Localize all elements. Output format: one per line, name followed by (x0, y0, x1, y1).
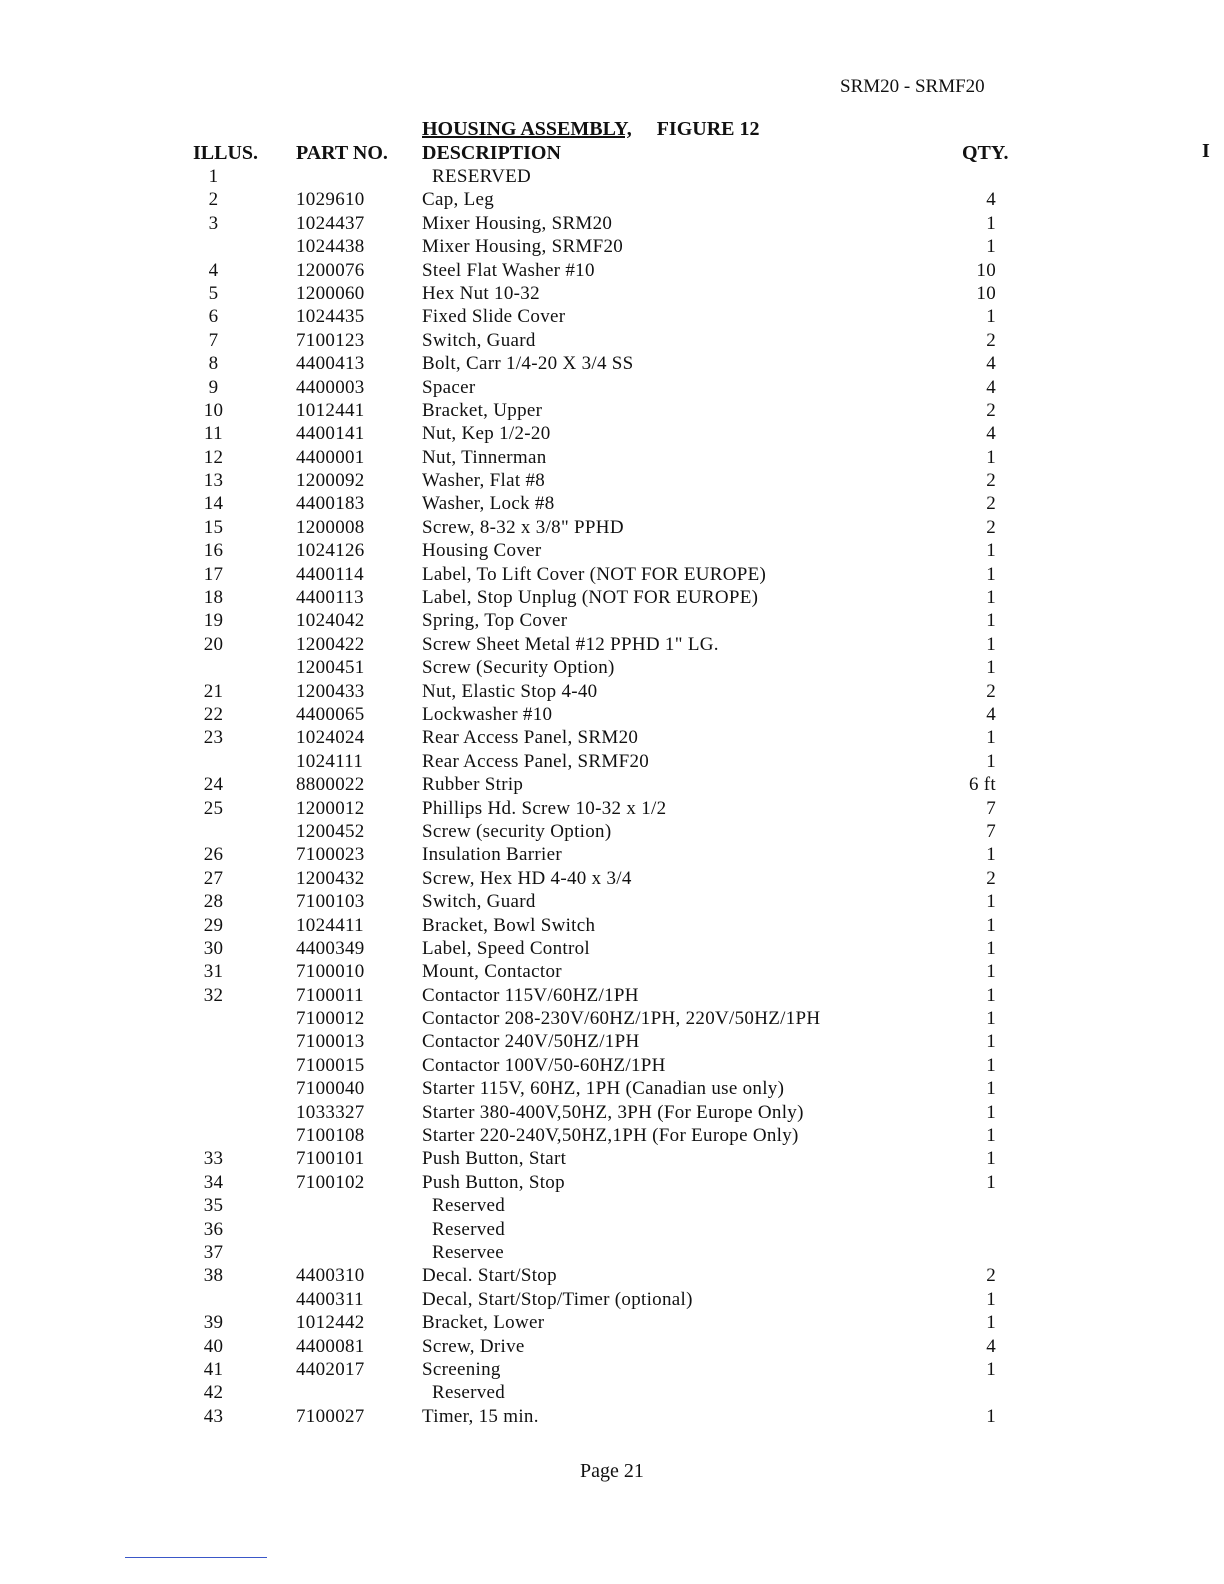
part-no-cell: 7100013 (296, 1031, 365, 1053)
description-cell: Push Button, Start (422, 1148, 567, 1170)
table-row (190, 1381, 1020, 1404)
part-no-cell: 4400001 (296, 446, 365, 468)
description-cell: Bracket, Bowl Switch (422, 914, 596, 936)
description-cell: Washer, Lock #8 (422, 493, 555, 515)
qty-cell: 2 (986, 399, 996, 421)
illus-cell: 20 (203, 633, 224, 655)
description-cell: Mount, Contactor (422, 961, 562, 983)
qty-cell: 2 (986, 493, 996, 515)
qty-cell: 1 (986, 610, 996, 632)
description-cell: Bracket, Upper (422, 399, 543, 421)
table-row (190, 820, 1020, 843)
part-no-cell: 1012441 (296, 399, 365, 421)
part-no-cell: 7100015 (296, 1054, 365, 1076)
description-cell: Screw, Hex HD 4-40 x 3/4 (422, 867, 632, 889)
qty-cell: 7 (986, 820, 996, 842)
qty-cell: 2 (986, 329, 996, 351)
illus-cell: 31 (203, 961, 224, 983)
illus-cell: 3 (208, 212, 219, 234)
column-header-qty: QTY. (962, 142, 1009, 164)
table-row (190, 1335, 1020, 1358)
table-row (190, 282, 1020, 305)
description-cell: Starter 380-400V,50HZ, 3PH (For Europe Only) (422, 1101, 804, 1123)
description-cell: Label, Speed Control (422, 937, 590, 959)
qty-cell: 4 (986, 1335, 996, 1357)
table-row (190, 235, 1020, 258)
table-row (190, 867, 1020, 890)
part-no-cell: 1200433 (296, 680, 365, 702)
illus-cell: 36 (203, 1218, 224, 1240)
table-row (190, 750, 1020, 773)
description-cell: Rear Access Panel, SRMF20 (422, 750, 650, 772)
illus-cell: 17 (203, 563, 224, 585)
description-cell: Fixed Slide Cover (422, 306, 566, 328)
description-cell: Decal. Start/Stop (422, 1265, 557, 1287)
table-row (190, 305, 1020, 328)
part-no-cell: 1024437 (296, 212, 365, 234)
description-cell: Starter 220-240V,50HZ,1PH (For Europe Only) (422, 1125, 799, 1147)
part-no-cell: 1200076 (296, 259, 365, 281)
qty-cell: 1 (986, 236, 996, 258)
qty-cell: 4 (986, 189, 996, 211)
table-row (190, 703, 1020, 726)
qty-cell: 1 (986, 446, 996, 468)
description-cell: Timer, 15 min. (422, 1405, 539, 1427)
part-no-cell: 1200060 (296, 282, 365, 304)
part-no-cell: 1200008 (296, 516, 365, 538)
illus-cell: 35 (203, 1195, 224, 1217)
qty-cell: 1 (986, 984, 996, 1006)
table-row (190, 376, 1020, 399)
qty-cell: 1 (986, 1405, 996, 1427)
illus-cell: 19 (203, 610, 224, 632)
description-cell: Reserved (432, 1382, 506, 1404)
qty-cell: 1 (986, 587, 996, 609)
part-no-cell: 7100103 (296, 891, 365, 913)
part-no-cell: 4400003 (296, 376, 365, 398)
description-cell: Steel Flat Washer #10 (422, 259, 595, 281)
qty-cell: 6 ft (968, 774, 996, 796)
illus-cell: 8 (208, 353, 219, 375)
part-no-cell: 1200452 (296, 820, 365, 842)
description-cell: Mixer Housing, SRMF20 (422, 236, 624, 258)
table-row (190, 188, 1020, 211)
illus-cell: 7 (208, 329, 219, 351)
illus-cell: 22 (203, 703, 224, 725)
qty-cell: 2 (986, 1265, 996, 1287)
description-cell: Reserved (432, 1218, 506, 1240)
description-cell: Bolt, Carr 1/4-20 X 3/4 SS (422, 353, 634, 375)
table-row (190, 1241, 1020, 1264)
qty-cell: 1 (986, 937, 996, 959)
table-row (190, 797, 1020, 820)
description-cell: Screw, 8-32 x 3/8" PPHD (422, 516, 624, 538)
description-cell: Decal, Start/Stop/Timer (optional) (422, 1288, 693, 1310)
part-no-cell: 1024126 (296, 540, 365, 562)
qty-cell: 1 (986, 1008, 996, 1030)
description-cell: Label, Stop Unplug (NOT FOR EUROPE) (422, 587, 759, 609)
qty-cell: 1 (986, 1031, 996, 1053)
title-main: HOUSING ASSEMBLY, (422, 118, 632, 140)
illus-cell: 13 (203, 470, 224, 492)
qty-cell: 1 (986, 914, 996, 936)
part-no-cell: 7100101 (296, 1148, 365, 1170)
table-row (190, 563, 1020, 586)
illus-cell: 16 (203, 540, 224, 562)
illus-cell: 14 (203, 493, 224, 515)
description-cell: Contactor 100V/50-60HZ/1PH (422, 1054, 666, 1076)
illus-cell: 25 (203, 797, 224, 819)
part-no-cell: 1200451 (296, 657, 365, 679)
column-header-part-no: PART NO. (296, 142, 388, 164)
qty-cell: 10 (976, 259, 996, 281)
qty-cell: 4 (986, 423, 996, 445)
description-cell: Push Button, Stop (422, 1171, 565, 1193)
table-row (190, 1054, 1020, 1077)
description-cell: Spacer (422, 376, 476, 398)
illus-cell: 41 (203, 1358, 224, 1380)
column-header-illus: ILLUS. (193, 142, 259, 164)
illus-cell: 9 (208, 376, 219, 398)
qty-cell: 7 (986, 797, 996, 819)
table-row (190, 1405, 1020, 1428)
description-cell: Screw, Drive (422, 1335, 525, 1357)
illus-cell: 42 (203, 1382, 224, 1404)
table-row (190, 1218, 1020, 1241)
qty-cell: 1 (986, 1358, 996, 1380)
qty-cell: 1 (986, 750, 996, 772)
description-cell: Bracket, Lower (422, 1312, 545, 1334)
part-no-cell: 1024411 (296, 914, 364, 936)
illus-cell: 43 (203, 1405, 224, 1427)
part-no-cell: 7100027 (296, 1405, 365, 1427)
illus-cell: 5 (208, 282, 219, 304)
qty-cell: 1 (986, 1288, 996, 1310)
table-row (190, 960, 1020, 983)
table-row (190, 1311, 1020, 1334)
qty-cell: 4 (986, 353, 996, 375)
table-row (190, 1124, 1020, 1147)
description-cell: Rear Access Panel, SRM20 (422, 727, 639, 749)
part-no-cell: 1012442 (296, 1312, 365, 1334)
description-cell: Rubber Strip (422, 774, 524, 796)
description-cell: Nut, Kep 1/2-20 (422, 423, 551, 445)
part-no-cell: 1024438 (296, 236, 365, 258)
qty-cell: 1 (986, 1312, 996, 1334)
table-row (190, 1077, 1020, 1100)
qty-cell: 2 (986, 516, 996, 538)
table-row (190, 914, 1020, 937)
illus-cell: 37 (203, 1241, 224, 1263)
description-cell: Reservee (432, 1241, 505, 1263)
table-row (190, 1007, 1020, 1030)
description-cell: Label, To Lift Cover (NOT FOR EUROPE) (422, 563, 767, 585)
table-row (190, 165, 1020, 188)
illus-cell: 38 (203, 1265, 224, 1287)
illus-cell: 32 (203, 984, 224, 1006)
table-row (190, 516, 1020, 539)
part-no-cell: 4400310 (296, 1265, 365, 1287)
description-cell: Starter 115V, 60HZ, 1PH (Canadian use only) (422, 1078, 785, 1100)
description-cell: Insulation Barrier (422, 844, 562, 866)
illus-cell: 12 (203, 446, 224, 468)
qty-cell: 2 (986, 867, 996, 889)
part-no-cell: 7100102 (296, 1171, 365, 1193)
table-row (190, 1194, 1020, 1217)
table-row (190, 1101, 1020, 1124)
description-cell: Washer, Flat #8 (422, 470, 546, 492)
illus-cell: 2 (208, 189, 219, 211)
illus-cell: 26 (203, 844, 224, 866)
table-row (190, 422, 1020, 445)
qty-cell: 2 (986, 680, 996, 702)
qty-cell: 1 (986, 1125, 996, 1147)
table-row (190, 773, 1020, 796)
table-row (190, 843, 1020, 866)
description-cell: Reserved (432, 1195, 506, 1217)
description-cell: Cap, Leg (422, 189, 495, 211)
qty-cell: 1 (986, 844, 996, 866)
part-no-cell: 7100023 (296, 844, 365, 866)
part-no-cell: 1033327 (296, 1101, 365, 1123)
qty-cell: 1 (986, 1148, 996, 1170)
part-no-cell: 7100011 (296, 984, 364, 1006)
illus-cell: 39 (203, 1312, 224, 1334)
description-cell: Phillips Hd. Screw 10-32 x 1/2 (422, 797, 667, 819)
qty-cell: 1 (986, 727, 996, 749)
part-no-cell: 7100108 (296, 1125, 365, 1147)
table-row (190, 937, 1020, 960)
table-row (190, 329, 1020, 352)
description-cell: Switch, Guard (422, 891, 536, 913)
table-row (190, 492, 1020, 515)
column-header-description: DESCRIPTION (422, 142, 561, 164)
qty-cell: 1 (986, 563, 996, 585)
table-row (190, 633, 1020, 656)
illus-cell: 18 (203, 587, 224, 609)
qty-cell: 4 (986, 703, 996, 725)
table-row (190, 259, 1020, 282)
part-no-cell: 4400183 (296, 493, 365, 515)
illus-cell: 4 (208, 259, 219, 281)
description-cell: Switch, Guard (422, 329, 536, 351)
part-no-cell: 4400349 (296, 937, 365, 959)
qty-cell: 1 (986, 633, 996, 655)
description-cell: Housing Cover (422, 540, 542, 562)
description-cell: Screw Sheet Metal #12 PPHD 1" LG. (422, 633, 719, 655)
table-row (190, 656, 1020, 679)
part-no-cell: 4400311 (296, 1288, 364, 1310)
model-header: SRM20 - SRMF20 (840, 76, 985, 97)
table-row (190, 890, 1020, 913)
table-row (190, 1358, 1020, 1381)
part-no-cell: 4400081 (296, 1335, 365, 1357)
description-cell: Spring, Top Cover (422, 610, 568, 632)
description-cell: Screw (Security Option) (422, 657, 615, 679)
table-row (190, 1147, 1020, 1170)
table-row (190, 469, 1020, 492)
description-cell: Hex Nut 10-32 (422, 282, 540, 304)
qty-cell: 1 (986, 961, 996, 983)
table-row (190, 586, 1020, 609)
illus-cell: 6 (208, 306, 219, 328)
part-no-cell: 7100040 (296, 1078, 365, 1100)
table-row (190, 1264, 1020, 1287)
description-cell: RESERVED (432, 166, 532, 187)
qty-cell: 1 (986, 540, 996, 562)
illus-cell: 15 (203, 516, 224, 538)
description-cell: Contactor 240V/50HZ/1PH (422, 1031, 640, 1053)
qty-cell: 1 (986, 306, 996, 328)
part-no-cell: 1200432 (296, 867, 365, 889)
table-row (190, 609, 1020, 632)
description-cell: Contactor 208-230V/60HZ/1PH, 220V/50HZ/1PH (422, 1008, 821, 1030)
description-cell: Mixer Housing, SRM20 (422, 212, 613, 234)
table-row (190, 539, 1020, 562)
part-no-cell: 4400065 (296, 703, 365, 725)
illus-cell: 10 (203, 399, 224, 421)
table-row (190, 726, 1020, 749)
description-cell: Contactor 115V/60HZ/1PH (422, 984, 639, 1006)
table-row (190, 446, 1020, 469)
part-no-cell: 4400113 (296, 587, 364, 609)
illus-cell: 34 (203, 1171, 224, 1193)
part-no-cell: 1024435 (296, 306, 365, 328)
qty-cell: 4 (986, 376, 996, 398)
illus-cell: 21 (203, 680, 224, 702)
description-cell: Nut, Elastic Stop 4-40 (422, 680, 598, 702)
illus-cell: 40 (203, 1335, 224, 1357)
illus-cell: 29 (203, 914, 224, 936)
part-no-cell: 7100012 (296, 1008, 365, 1030)
part-no-cell: 4402017 (296, 1358, 365, 1380)
part-no-cell: 1200422 (296, 633, 365, 655)
illus-cell: 27 (203, 867, 224, 889)
qty-cell: 1 (986, 657, 996, 679)
qty-cell: 10 (976, 282, 996, 304)
table-row (190, 352, 1020, 375)
part-no-cell: 1024042 (296, 610, 365, 632)
part-no-cell: 7100123 (296, 329, 365, 351)
table-row (190, 399, 1020, 422)
illus-cell: 30 (203, 937, 224, 959)
part-no-cell: 1024024 (296, 727, 365, 749)
part-no-cell: 1029610 (296, 189, 365, 211)
part-no-cell: 4400114 (296, 563, 364, 585)
description-cell: Lockwasher #10 (422, 703, 553, 725)
part-no-cell: 1200092 (296, 470, 365, 492)
part-no-cell: 4400141 (296, 423, 365, 445)
part-no-cell: 7100010 (296, 961, 365, 983)
qty-cell: 1 (986, 1054, 996, 1076)
description-cell: Nut, Tinnerman (422, 446, 547, 468)
illus-cell: 11 (204, 423, 223, 445)
table-row (190, 212, 1020, 235)
table-row (190, 1030, 1020, 1053)
part-no-cell: 1024111 (296, 750, 364, 772)
part-no-cell: 4400413 (296, 353, 365, 375)
table-row (190, 1288, 1020, 1311)
part-no-cell: 1200012 (296, 797, 365, 819)
edge-mark: I (1202, 140, 1210, 162)
title-figure: FIGURE 12 (656, 118, 760, 140)
table-row (190, 1171, 1020, 1194)
illus-cell: 24 (203, 774, 224, 796)
qty-cell: 1 (986, 1101, 996, 1123)
qty-cell: 1 (986, 1078, 996, 1100)
part-no-cell: 8800022 (296, 774, 365, 796)
qty-cell: 1 (986, 212, 996, 234)
illus-cell: 28 (203, 891, 224, 913)
section-title (422, 118, 760, 141)
description-cell: Screening (422, 1358, 501, 1380)
qty-cell: 1 (986, 1171, 996, 1193)
page-number: Page 21 (580, 1460, 644, 1482)
description-cell: Screw (security Option) (422, 820, 612, 842)
parts-table (190, 165, 1020, 1428)
table-row (190, 680, 1020, 703)
illus-cell: 23 (203, 727, 224, 749)
qty-cell: 1 (986, 891, 996, 913)
qty-cell: 2 (986, 470, 996, 492)
illus-cell: 1 (208, 166, 219, 187)
table-row (190, 984, 1020, 1007)
illus-cell: 33 (203, 1148, 224, 1170)
footer-rule (125, 1557, 267, 1558)
